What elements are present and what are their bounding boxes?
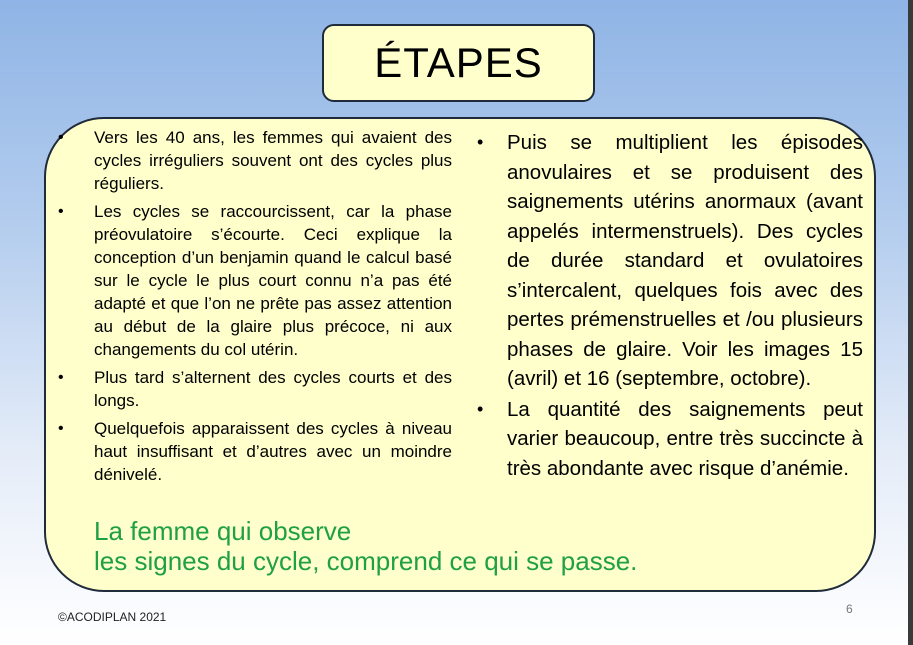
- bullet-icon: •: [477, 398, 484, 419]
- right-column: [477, 128, 863, 484]
- bullet-text: Plus tard s’alternent des cycles courts et des longs.: [94, 368, 452, 410]
- bullet-icon: •: [477, 132, 484, 152]
- list-item: [477, 395, 863, 484]
- bullet-text: Puis se multiplient les épisodes anovulaires et se produisent des saignements utérins anormaux (avant appelés intermenstruels). Des cycles de durée standard et ovulatoires s’intercalent, quelques fois avec des pertes prémenstruelles et /ou plusieurs phases de glaire. Voir les images 15 (avril) et 16 (septembre, octobre).: [507, 131, 863, 390]
- bullet-icon: •: [58, 129, 64, 146]
- bullet-icon: •: [58, 369, 64, 386]
- list-item: [58, 366, 452, 412]
- window-edge: [908, 0, 913, 645]
- conclusion-text: [94, 516, 794, 576]
- list-item: [477, 128, 863, 394]
- bullet-text: Vers les 40 ans, les femmes qui avaient des cycles irréguliers souvent ont des cycles plus réguliers.: [94, 128, 452, 193]
- conclusion-line-1: La femme qui observe: [94, 516, 352, 546]
- bullet-icon: •: [58, 420, 64, 437]
- left-column: [58, 126, 452, 491]
- bullet-text: Quelquefois apparaissent des cycles à niveau haut insuffisant et d’autres avec un moindre dénivelé.: [94, 419, 452, 484]
- bullet-text: Les cycles se raccourcissent, car la phase préovulatoire s’écourte. Ceci explique la conception d’un benjamin quand le calcul basé sur le cycle le plus court connu n’a pas été adapté et que l’on ne prête pas assez attention au début de la glaire plus précoce, ni aux changements du col utérin.: [94, 202, 452, 359]
- page-number: 6: [846, 602, 853, 616]
- conclusion-line-2: les signes du cycle, comprend ce qui se passe.: [94, 546, 638, 576]
- slide-title: ÉTAPES: [374, 39, 543, 86]
- bullet-icon: •: [58, 203, 64, 220]
- bullet-text: La quantité des saignements peut varier beaucoup, entre très succincte à très abondante avec risque d’anémie.: [507, 397, 863, 480]
- title-box: [322, 24, 595, 102]
- footer-copyright: ©ACODIPLAN 2021: [58, 610, 167, 624]
- list-item: [58, 417, 452, 486]
- list-item: [58, 126, 452, 195]
- list-item: [58, 200, 452, 361]
